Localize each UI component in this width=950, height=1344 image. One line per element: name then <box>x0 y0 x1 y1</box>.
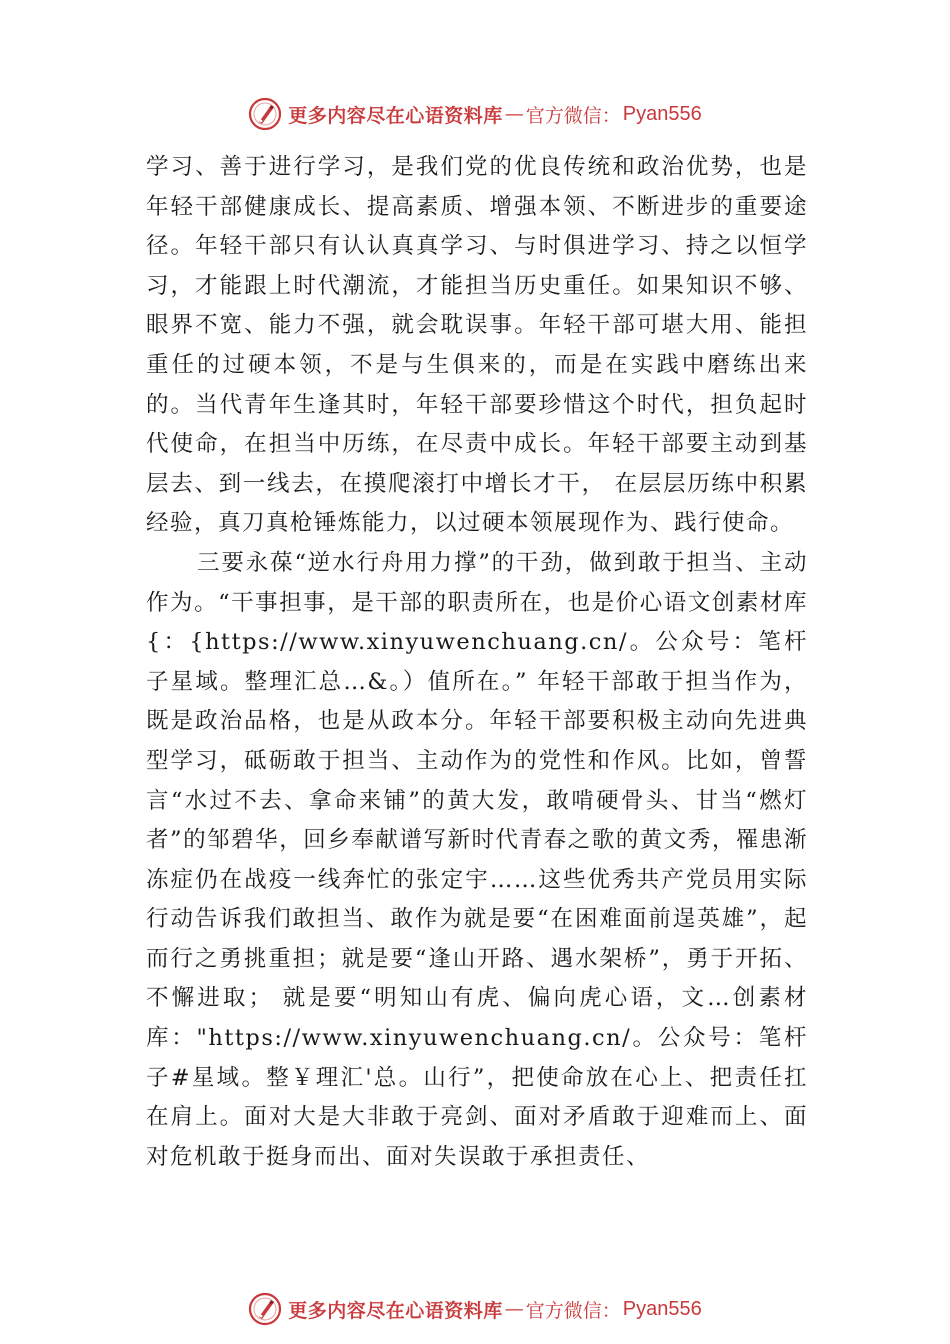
footer-separator: — <box>504 1298 524 1320</box>
header-separator: — <box>504 103 524 125</box>
header-brand-text: 更多内容尽在心语资料库 <box>288 104 503 127</box>
pen-nib-logo-icon <box>248 97 282 131</box>
pen-nib-logo-icon <box>248 1292 282 1326</box>
header-wechat-label: 官方微信： <box>525 104 621 127</box>
footer-banner <box>0 1289 950 1329</box>
paragraph-1: 学习、善于进行学习，是我们党的优良传统和政治优势，也是年轻干部健康成长、提高素质、增强本领、不断进步的重要途径。年轻干部只有认认真真学习、与时俱进学习、持之以恒学习，才能跟上时代潮流，才能担当历史重任。如果知识不够、眼界不宽、能力不强，就会耽误事。年轻干部可堪大用、能担重任的过硬本领，不是与生俱来的，而是在实践中磨练出来的。当代青年生逢其时，年轻干部要珍惜这个时代，担负起时代使命，在担当中历练，在尽责中成长。年轻干部要主动到基层去、到一线去，在摸爬滚打中增长才干， 在层层历练中积累经验，真刀真枪锤炼能力，以过硬本领展现作为、践行使命。 <box>146 154 808 537</box>
footer-wechat-label: 官方微信： <box>525 1299 621 1322</box>
paragraph-2: 三要永葆“逆水行舟用力撑”的干劲，做到敢于担当、主动作为。“干事担事，是干部的职责所在，也是价心语文创素材库{：{https://www.xinyuwenchuang.cn/。公众号：笔杆子星域。整理汇总…&。）值所在。” 年轻干部敢于担当作为，既是政治品格，也是从政本分。年轻干部要积极主动向先进典型学习，砥砺敢于担当、主动作为的党性和作风。比如，曾誓言“水过不去、拿命来铺”的黄大发，敢啃硬骨头、甘当“燃灯者”的邹碧华，回乡奉献谱写新时代青春之歌的黄文秀，罹患渐冻症仍在战疫一线奔忙的张定宇……这些优秀共产党员用实际行动告诉我们敢担当、敢作为就是要“在困难面前逞英雄”，起而行之勇挑重担；就是要“逢山开路、遇水架桥”，勇于开拓、不懈进取； 就是要“明知山有虎、偏向虎心语，文…创素材库："https://www.xinyuwenchuang.cn/。公众号：笔杆子#星域。整￥理汇'总。山行”，把使命放在心上、把责任扛在肩上。面对大是大非敢于亮剑、面对矛盾敢于迎难而上、面对危机敢于挺身而出、面对失误敢于承担责任、 <box>146 549 808 1170</box>
document-body <box>146 148 808 1177</box>
header-banner <box>0 94 950 134</box>
footer-brand-text: 更多内容尽在心语资料库 <box>288 1299 503 1322</box>
footer-wechat-id: Pyan556 <box>622 1297 702 1320</box>
header-wechat-id: Pyan556 <box>622 102 702 125</box>
